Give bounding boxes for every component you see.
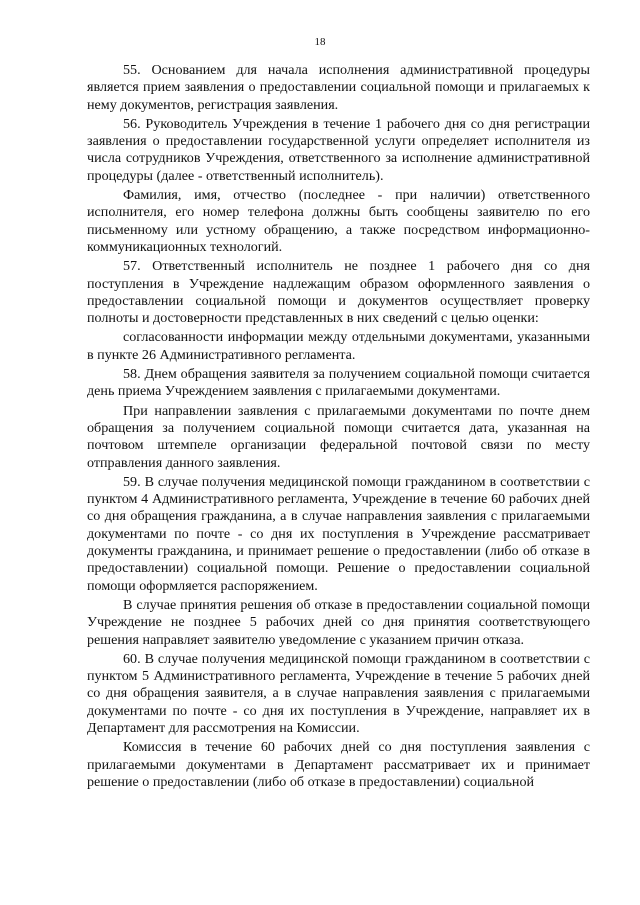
- paragraph-59: 59. В случае получения медицинской помощи гражданином в соответствии с пунктом 4 Административного регламента, Учреждение в течение 60 рабочих дней со дня обращения гражданина, а в случае направления заявления с прилагаемыми документами по почте - со дня их поступления в Учреждение рассматривает документы гражданина, и принимает решение о предоставлении (либо об отказе в предоставлении) социальной помощи. Решение о предоставлении социальной помощи оформляется распоряжением.: [87, 473, 590, 594]
- paragraph-59-refusal: В случае принятия решения об отказе в предоставлении социальной помощи Учреждение не позднее 5 рабочих дней со дня принятия соответствующего решения направляет заявителю уведомление с указанием причин отказа.: [87, 596, 590, 648]
- document-body: [87, 62, 590, 793]
- paragraph-58: 58. Днем обращения заявителя за получением социальной помощи считается день приема Учреждением заявления с прилагаемыми документами.: [87, 366, 590, 400]
- paragraph-55: 55. Основанием для начала исполнения административной процедуры является прием заявления о предоставлении социальной помощи и прилагаемых к нему документов, регистрация заявления.: [87, 62, 590, 113]
- paragraph-56: 56. Руководитель Учреждения в течение 1 рабочего дня со дня регистрации заявления о предоставлении государственной услуги определяет исполнителя из числа сотрудников Учреждения, ответственного за исполнение административной процедуры (далее - ответственный исполнитель).: [87, 115, 590, 184]
- paragraph-60-commission: Комиссия в течение 60 рабочих дней со дня поступления заявления с прилагаемыми документами в Департамент рассматривает их и принимает решение о предоставлении (либо об отказе в предоставлении) социальной: [87, 739, 590, 790]
- page-number: 18: [314, 36, 326, 48]
- paragraph-56-contact: Фамилия, имя, отчество (последнее - при наличии) ответственного исполнителя, его номер телефона должны быть сообщены заявителю по его письменному или устному обращению, а также посредством информационно-коммуникационных технологий.: [87, 187, 590, 255]
- paragraph-58-mail: При направлении заявления с прилагаемыми документами по почте днем обращения за получением социальной помощи считается дата, указанная на почтовом штемпеле организации федеральной почтовой связи по месту отправления данного заявления.: [87, 402, 590, 471]
- paragraph-57-consistency: согласованности информации между отдельными документами, указанными в пункте 26 Административного регламента.: [87, 329, 590, 363]
- paragraph-57: 57. Ответственный исполнитель не позднее 1 рабочего дня со дня поступления в Учреждение надлежащим образом оформленного заявления о предоставлении социальной помощи и документов осуществляет проверку полноты и достоверности представленных в них сведений с целью оценки:: [87, 258, 590, 327]
- paragraph-60: 60. В случае получения медицинской помощи гражданином в соответствии с пунктом 5 Административного регламента, Учреждение в течение 5 рабочих дней со дня обращения заявителя, а в случае направления заявления с прилагаемыми документами по почте - со дня их поступления в Учреждение, направляет их в Департамент для рассмотрения на Комиссии.: [87, 650, 590, 736]
